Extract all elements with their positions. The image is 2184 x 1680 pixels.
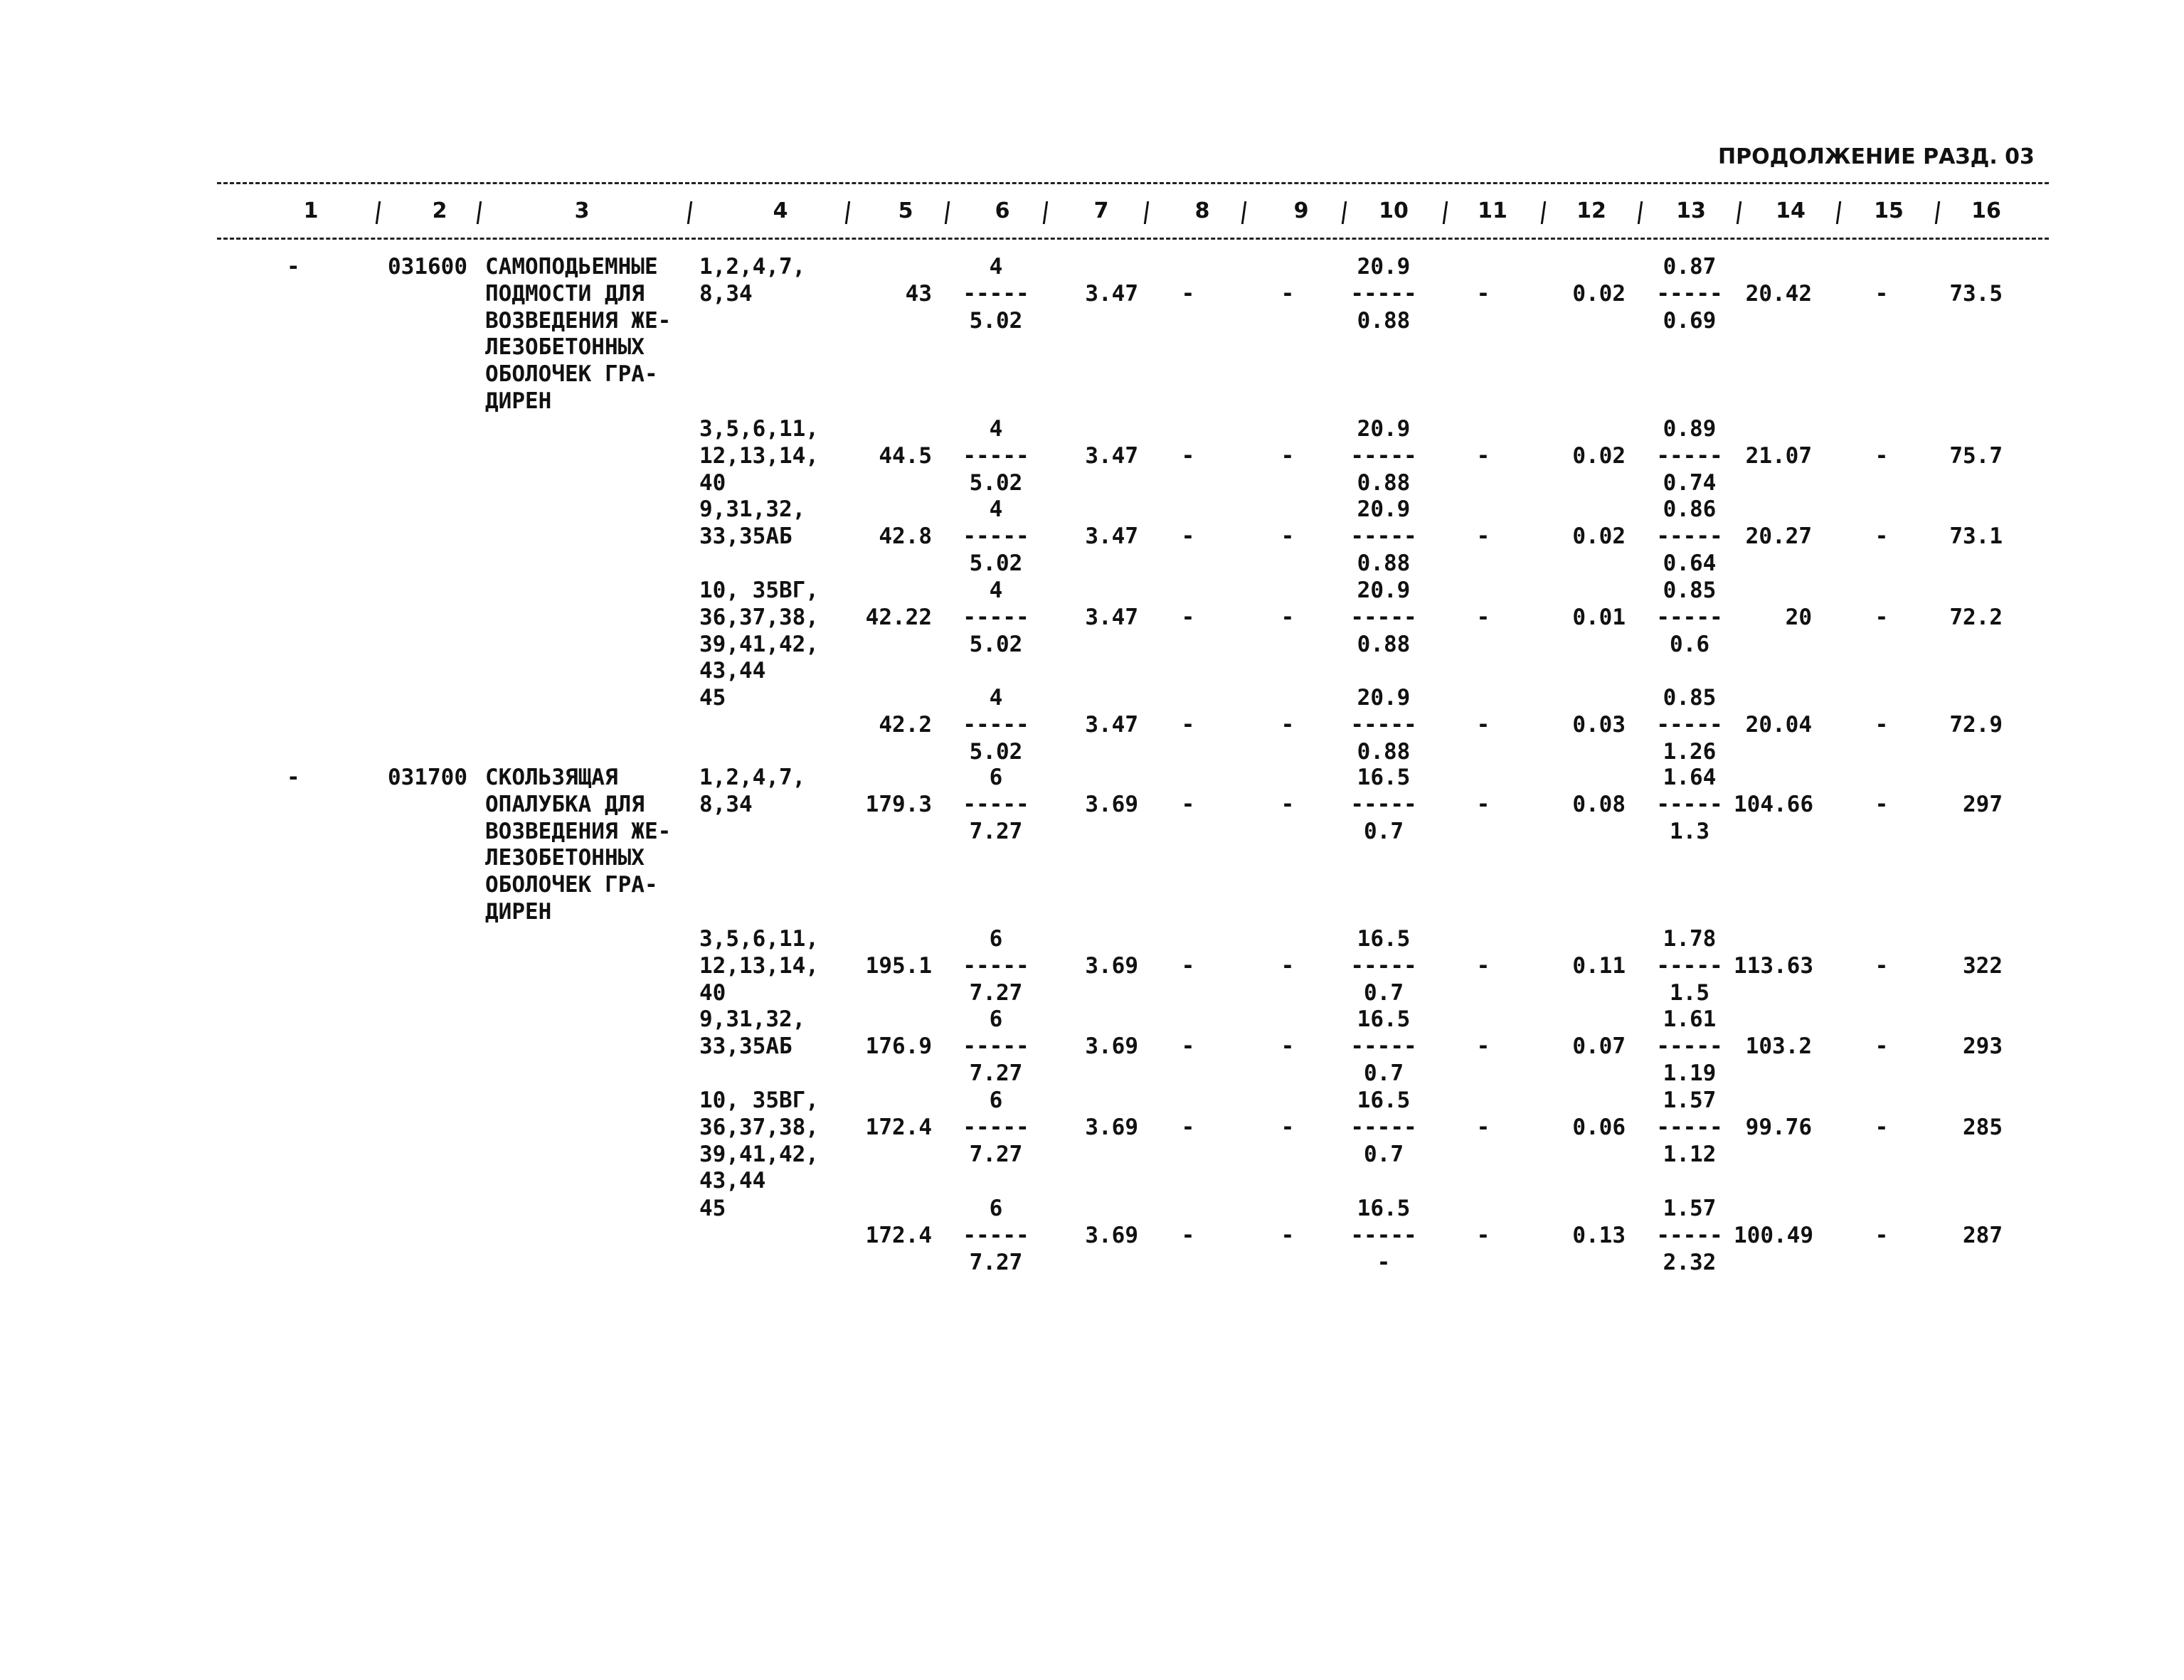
cell-col16: 287 [1963, 1222, 2003, 1248]
zone-list-line: 33,35АБ [699, 523, 793, 549]
cell-col6-numerator: 6 [989, 1088, 1003, 1113]
cell-col6-denominator: 5.02 [969, 631, 1023, 657]
cell-col8: - [1181, 280, 1195, 307]
zone-list-line: 40 [699, 469, 726, 496]
cell-col6-denominator: 7.27 [969, 1249, 1023, 1275]
item-code: 031700 [388, 765, 467, 790]
cell-col10-denominator: 0.88 [1357, 307, 1411, 334]
zone-list-line: 33,35АБ [699, 1033, 793, 1059]
cell-col12: 0.03 [1572, 711, 1626, 738]
cell-col12: 0.02 [1572, 442, 1626, 469]
cell-col14: 20 [1785, 604, 1812, 630]
cell-col9: - [1281, 1033, 1295, 1059]
zone-list-line: 39,41,42, [699, 1141, 819, 1167]
cell-col12: 0.01 [1572, 604, 1626, 630]
cell-col6-denominator: 5.02 [969, 469, 1023, 496]
cell-col13-fraction-bar: ----- [1656, 1033, 1723, 1059]
cell-col6-denominator: 5.02 [969, 550, 1023, 576]
cell-col13-numerator: 0.85 [1663, 578, 1717, 603]
cell-col6-denominator: 5.02 [969, 307, 1023, 334]
column-header-16: 16 [1971, 198, 2001, 223]
cell-col8: - [1181, 1222, 1195, 1248]
cell-col10-fraction-bar: ----- [1350, 442, 1417, 469]
zone-list-line: 43,44 [699, 658, 766, 684]
cell-col13-fraction-bar: ----- [1656, 711, 1723, 738]
cell-col6-fraction-bar: ----- [963, 1222, 1029, 1248]
cell-col10-fraction-bar: ----- [1350, 1033, 1417, 1059]
cell-col13-denominator: 2.32 [1663, 1249, 1717, 1275]
cell-col11: - [1476, 1222, 1490, 1248]
cell-col8: - [1181, 711, 1195, 738]
cell-col11: - [1476, 280, 1490, 307]
cell-col6-fraction-bar: ----- [963, 952, 1029, 979]
cell-col10-numerator: 20.9 [1357, 416, 1411, 442]
cell-col13-denominator: 0.69 [1663, 307, 1717, 334]
cell-col16: 72.2 [1949, 604, 2003, 630]
cell-col5: 42.8 [879, 523, 932, 549]
cell-col6-fraction-bar: ----- [963, 711, 1029, 738]
cell-col6-denominator: 7.27 [969, 1060, 1023, 1086]
cell-col16: 72.9 [1949, 711, 2003, 738]
cell-col12: 0.06 [1572, 1114, 1626, 1140]
column-header-14: 14 [1776, 198, 1806, 223]
cell-col7: 3.47 [1085, 523, 1138, 549]
section-heading: ПРОДОЛЖЕНИЕ РАЗД. 03 [1718, 144, 2035, 169]
cell-col13-fraction-bar: ----- [1656, 442, 1723, 469]
column-header-13: 13 [1676, 198, 1706, 223]
cell-col10-denominator: 0.88 [1357, 631, 1411, 657]
cell-col10-denominator: 0.7 [1364, 1060, 1404, 1086]
zone-list-line: 45 [699, 1196, 726, 1221]
cell-col13-fraction-bar: ----- [1656, 1114, 1723, 1140]
cell-col16: 75.7 [1949, 442, 2003, 469]
table-top-rule [217, 182, 2049, 184]
cell-col12: 0.11 [1572, 952, 1626, 979]
cell-col7: 3.69 [1085, 1222, 1138, 1248]
cell-col5: 42.2 [879, 711, 932, 738]
cell-col10-denominator: 0.88 [1357, 738, 1411, 765]
cell-col9: - [1281, 523, 1295, 549]
cell-col6-denominator: 7.27 [969, 1141, 1023, 1167]
cell-col6-fraction-bar: ----- [963, 1114, 1029, 1140]
zone-list-line: 43,44 [699, 1168, 766, 1194]
cell-col9: - [1281, 711, 1295, 738]
zone-list-line: 39,41,42, [699, 631, 819, 657]
cell-col13-numerator: 1.78 [1663, 926, 1717, 952]
cell-col15: - [1875, 1222, 1889, 1248]
cell-col16: 297 [1963, 791, 2003, 817]
cell-col14: 113.63 [1734, 952, 1813, 979]
cell-col5: 172.4 [865, 1114, 932, 1140]
column-separator [845, 201, 850, 224]
cell-col6-numerator: 6 [989, 926, 1003, 952]
column-header-5: 5 [898, 198, 913, 223]
cell-col10-fraction-bar: ----- [1350, 523, 1417, 549]
cell-col11: - [1476, 791, 1490, 817]
cell-col6-numerator: 4 [989, 416, 1003, 442]
cell-col13-denominator: 1.5 [1670, 979, 1709, 1006]
cell-col7: 3.47 [1085, 442, 1138, 469]
row-marker: - [287, 765, 300, 790]
cell-col14: 21.07 [1745, 442, 1812, 469]
cell-col10-fraction-bar: ----- [1350, 1222, 1417, 1248]
cell-col7: 3.47 [1085, 604, 1138, 630]
cell-col6-denominator: 7.27 [969, 979, 1023, 1006]
cell-col14: 100.49 [1734, 1222, 1813, 1248]
column-header-1: 1 [303, 198, 319, 223]
item-name-line: ДИРЕН [485, 899, 552, 925]
cell-col7: 3.69 [1085, 952, 1138, 979]
cell-col15: - [1875, 604, 1889, 630]
column-separator [1836, 201, 1841, 224]
cell-col13-fraction-bar: ----- [1656, 952, 1723, 979]
cell-col5: 179.3 [865, 791, 932, 817]
cell-col13-denominator: 1.26 [1663, 738, 1717, 765]
cell-col10-denominator: 0.7 [1364, 979, 1404, 1006]
zone-list-line: 36,37,38, [699, 1114, 819, 1140]
cell-col15: - [1875, 711, 1889, 738]
cell-col14: 20.27 [1745, 523, 1812, 549]
cell-col13-denominator: 0.64 [1663, 550, 1717, 576]
cell-col13-denominator: 1.3 [1670, 818, 1709, 844]
cell-col6-fraction-bar: ----- [963, 523, 1029, 549]
column-header-7: 7 [1093, 198, 1109, 223]
column-separator [1443, 201, 1448, 224]
cell-col10-fraction-bar: ----- [1350, 604, 1417, 630]
column-header-15: 15 [1874, 198, 1904, 223]
cell-col8: - [1181, 523, 1195, 549]
column-header-9: 9 [1293, 198, 1309, 223]
item-code: 031600 [388, 254, 467, 280]
cell-col5: 176.9 [865, 1033, 932, 1059]
cell-col6-numerator: 6 [989, 765, 1003, 790]
item-name-line: ОПАЛУБКА ДЛЯ [485, 791, 645, 817]
zone-list-line: 1,2,4,7, [699, 254, 806, 280]
cell-col5: 195.1 [865, 952, 932, 979]
zone-list-line: 45 [699, 685, 726, 711]
cell-col15: - [1875, 442, 1889, 469]
cell-col10-denominator: - [1377, 1249, 1391, 1275]
cell-col10-fraction-bar: ----- [1350, 952, 1417, 979]
column-header-8: 8 [1194, 198, 1210, 223]
cell-col10-denominator: 0.88 [1357, 550, 1411, 576]
cell-col14: 20.04 [1745, 711, 1812, 738]
cell-col11: - [1476, 523, 1490, 549]
cell-col12: 0.02 [1572, 523, 1626, 549]
cell-col5: 44.5 [879, 442, 932, 469]
cell-col7: 3.69 [1085, 791, 1138, 817]
zone-list-line: 40 [699, 979, 726, 1006]
cell-col6-fraction-bar: ----- [963, 280, 1029, 307]
column-separator [1638, 201, 1643, 224]
zone-list-line: 1,2,4,7, [699, 765, 806, 790]
zone-list-line: 8,34 [699, 791, 753, 817]
column-separator [1144, 201, 1149, 224]
zone-list-line: 9,31,32, [699, 1006, 806, 1032]
cell-col13-fraction-bar: ----- [1656, 280, 1723, 307]
cell-col6-numerator: 4 [989, 496, 1003, 522]
cell-col11: - [1476, 442, 1490, 469]
cell-col16: 285 [1963, 1114, 2003, 1140]
cell-col5: 42.22 [865, 604, 932, 630]
cell-col12: 0.13 [1572, 1222, 1626, 1248]
cell-col6-fraction-bar: ----- [963, 791, 1029, 817]
cell-col16: 293 [1963, 1033, 2003, 1059]
cell-col9: - [1281, 442, 1295, 469]
cell-col14: 20.42 [1745, 280, 1812, 307]
cell-col6-numerator: 6 [989, 1196, 1003, 1221]
cell-col5: 172.4 [865, 1222, 932, 1248]
cell-col10-numerator: 20.9 [1357, 685, 1411, 711]
cell-col11: - [1476, 1033, 1490, 1059]
column-separator [1342, 201, 1347, 224]
cell-col9: - [1281, 604, 1295, 630]
item-name-line: САМОПОДЬЕМНЫЕ [485, 254, 658, 280]
cell-col8: - [1181, 604, 1195, 630]
cell-col13-denominator: 1.12 [1663, 1141, 1717, 1167]
cell-col10-numerator: 16.5 [1357, 765, 1411, 790]
cell-col7: 3.69 [1085, 1033, 1138, 1059]
cell-col13-fraction-bar: ----- [1656, 791, 1723, 817]
cell-col10-fraction-bar: ----- [1350, 280, 1417, 307]
cell-col6-denominator: 5.02 [969, 738, 1023, 765]
zone-list-line: 8,34 [699, 280, 753, 307]
cell-col13-denominator: 0.74 [1663, 469, 1717, 496]
cell-col11: - [1476, 1114, 1490, 1140]
cell-col16: 322 [1963, 952, 2003, 979]
column-separator [1241, 201, 1246, 224]
column-separator [1737, 201, 1742, 224]
column-separator [1935, 201, 1940, 224]
cell-col11: - [1476, 711, 1490, 738]
cell-col13-denominator: 0.6 [1670, 631, 1709, 657]
cell-col10-numerator: 16.5 [1357, 1088, 1411, 1113]
cell-col8: - [1181, 791, 1195, 817]
column-separator [1541, 201, 1546, 224]
cell-col13-numerator: 1.57 [1663, 1088, 1717, 1113]
cell-col10-numerator: 20.9 [1357, 254, 1411, 280]
column-separator [376, 201, 381, 224]
zone-list-line: 12,13,14, [699, 952, 819, 979]
cell-col7: 3.47 [1085, 280, 1138, 307]
cell-col15: - [1875, 523, 1889, 549]
cell-col6-numerator: 4 [989, 254, 1003, 280]
cell-col10-fraction-bar: ----- [1350, 1114, 1417, 1140]
cell-col10-numerator: 16.5 [1357, 1196, 1411, 1221]
cell-col10-numerator: 20.9 [1357, 496, 1411, 522]
cell-col15: - [1875, 952, 1889, 979]
cell-col13-numerator: 1.64 [1663, 765, 1717, 790]
zone-list-line: 3,5,6,11, [699, 416, 819, 442]
item-name-line: ПОДМОСТИ ДЛЯ [485, 280, 645, 307]
cell-col13-numerator: 1.61 [1663, 1006, 1717, 1032]
cell-col13-numerator: 0.87 [1663, 254, 1717, 280]
cell-col14: 103.2 [1745, 1033, 1812, 1059]
header-bottom-rule [217, 238, 2049, 240]
cell-col13-numerator: 0.86 [1663, 496, 1717, 522]
column-header-12: 12 [1576, 198, 1606, 223]
cell-col9: - [1281, 280, 1295, 307]
column-separator [1043, 201, 1048, 224]
cell-col13-numerator: 1.57 [1663, 1196, 1717, 1221]
cell-col7: 3.69 [1085, 1114, 1138, 1140]
cell-col15: - [1875, 280, 1889, 307]
cell-col9: - [1281, 791, 1295, 817]
zone-list-line: 10, 35ВГ, [699, 578, 819, 603]
cell-col11: - [1476, 604, 1490, 630]
item-name-line: ОБОЛОЧЕК ГРА- [485, 872, 658, 898]
cell-col16: 73.5 [1949, 280, 2003, 307]
cell-col13-denominator: 1.19 [1663, 1060, 1717, 1086]
item-name-line: ВОЗВЕДЕНИЯ ЖЕ- [485, 307, 672, 334]
cell-col14: 104.66 [1734, 791, 1813, 817]
cell-col14: 99.76 [1745, 1114, 1812, 1140]
cell-col9: - [1281, 1222, 1295, 1248]
column-separator [687, 201, 692, 224]
item-name-line: СКОЛЬЗЯЩАЯ [485, 765, 618, 790]
cell-col6-denominator: 7.27 [969, 818, 1023, 844]
zone-list-line: 10, 35ВГ, [699, 1088, 819, 1113]
cell-col10-numerator: 20.9 [1357, 578, 1411, 603]
cell-col12: 0.07 [1572, 1033, 1626, 1059]
cell-col11: - [1476, 952, 1490, 979]
cell-col12: 0.02 [1572, 280, 1626, 307]
cell-col13-fraction-bar: ----- [1656, 1222, 1723, 1248]
cell-col9: - [1281, 1114, 1295, 1140]
cell-col10-numerator: 16.5 [1357, 926, 1411, 952]
cell-col8: - [1181, 952, 1195, 979]
cell-col6-fraction-bar: ----- [963, 1033, 1029, 1059]
cell-col6-numerator: 4 [989, 685, 1003, 711]
cell-col13-numerator: 0.85 [1663, 685, 1717, 711]
zone-list-line: 36,37,38, [699, 604, 819, 630]
cell-col6-numerator: 4 [989, 578, 1003, 603]
cell-col10-fraction-bar: ----- [1350, 711, 1417, 738]
cell-col13-fraction-bar: ----- [1656, 604, 1723, 630]
zone-list-line: 12,13,14, [699, 442, 819, 469]
cell-col10-denominator: 0.7 [1364, 1141, 1404, 1167]
cell-col15: - [1875, 1033, 1889, 1059]
cell-col10-numerator: 16.5 [1357, 1006, 1411, 1032]
cell-col6-fraction-bar: ----- [963, 604, 1029, 630]
cell-col9: - [1281, 952, 1295, 979]
column-header-2: 2 [432, 198, 447, 223]
cell-col15: - [1875, 1114, 1889, 1140]
cell-col12: 0.08 [1572, 791, 1626, 817]
item-name-line: ЛЕЗОБЕТОННЫХ [485, 845, 645, 871]
item-name-line: ОБОЛОЧЕК ГРА- [485, 361, 658, 388]
cell-col13-fraction-bar: ----- [1656, 523, 1723, 549]
zone-list-line: 9,31,32, [699, 496, 806, 522]
item-name-line: ВОЗВЕДЕНИЯ ЖЕ- [485, 818, 672, 844]
zone-list-line: 3,5,6,11, [699, 926, 819, 952]
cell-col10-denominator: 0.7 [1364, 818, 1404, 844]
item-name-line: ЛЕЗОБЕТОННЫХ [485, 334, 645, 361]
cell-col10-denominator: 0.88 [1357, 469, 1411, 496]
cell-col8: - [1181, 442, 1195, 469]
column-header-3: 3 [574, 198, 590, 223]
cell-col5: 43 [905, 280, 932, 307]
column-header-4: 4 [773, 198, 788, 223]
column-separator [477, 201, 482, 224]
cell-col13-numerator: 0.89 [1663, 416, 1717, 442]
cell-col16: 73.1 [1949, 523, 2003, 549]
column-header-6: 6 [995, 198, 1010, 223]
column-header-10: 10 [1379, 198, 1409, 223]
item-name-line: ДИРЕН [485, 388, 552, 414]
cell-col6-numerator: 6 [989, 1006, 1003, 1032]
column-header-11: 11 [1478, 198, 1507, 223]
column-separator [945, 201, 950, 224]
cell-col7: 3.47 [1085, 711, 1138, 738]
cell-col15: - [1875, 791, 1889, 817]
cell-col8: - [1181, 1114, 1195, 1140]
row-marker: - [287, 254, 300, 280]
cell-col8: - [1181, 1033, 1195, 1059]
cell-col6-fraction-bar: ----- [963, 442, 1029, 469]
cell-col10-fraction-bar: ----- [1350, 791, 1417, 817]
